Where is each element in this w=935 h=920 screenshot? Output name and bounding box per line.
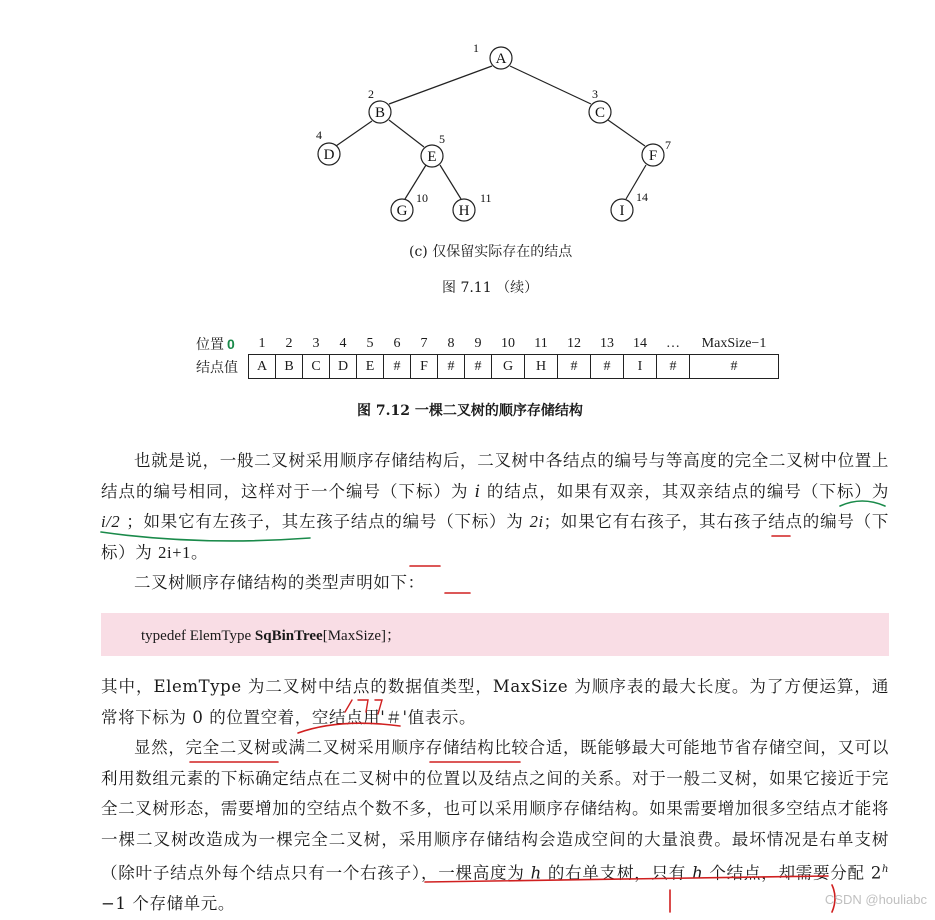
node-c-number: 3 (592, 87, 598, 101)
node-a-letter: A (495, 51, 507, 67)
var-i: i (474, 481, 481, 501)
edge-b-e (389, 120, 424, 147)
var-h-2: h (692, 863, 704, 883)
value-cell: # (690, 355, 779, 379)
value-cell: B (276, 355, 303, 379)
node-e-number: 5 (439, 132, 445, 146)
para1-text-e: 。 (190, 542, 209, 562)
value-cell: H (525, 355, 558, 379)
position-cell: … (666, 336, 680, 351)
expr-i-half: i/2 (101, 512, 121, 531)
code-block (101, 613, 889, 656)
para4-text-b: 的右单支树，只有 (541, 863, 693, 883)
node-i-letter: I (619, 203, 625, 219)
node-f-letter: F (648, 148, 658, 164)
tree-edges (336, 66, 646, 199)
para1-text-c: ；如果它有左孩子，其左孩子结点的编号（下标）为 (120, 512, 530, 531)
position-cell: 2 (285, 336, 293, 351)
position-cell: 11 (534, 336, 548, 351)
edge-e-h (440, 165, 461, 199)
para4-text-a: 显然，完全二叉树或满二叉树采用顺序存储结构比较合适，既能够最大可能地节省存储空间，又可以利用数组元素的下标确定结点在二叉树中的位置以及结点之间的关系。对于一般二叉树，如果它接近于完全二叉树形态，需要增加的空结点个数不多，也可以采用顺序存储结构。如果需要增加很多空结点才能将一棵二叉树改造成为一棵完全二叉树，采用顺序存储结构会造成空间的大量浪费。最坏情况是右单支树（除叶子结点外每个结点只有一个右孩子），一棵高度为 (101, 738, 889, 883)
node-g-letter: G (396, 203, 408, 219)
value-label: 结点值 (196, 359, 238, 376)
var-h: h (530, 863, 542, 883)
edge-a-c (510, 66, 591, 104)
tree-subcaption: (c) 仅保留实际存在的结点 (409, 244, 573, 260)
value-cell: # (465, 355, 492, 379)
edge-c-f (608, 120, 645, 146)
para1-text-a: 也就是说，一般二叉树采用顺序存储结构后，二叉树中各结点的编号与等高度的完全二叉树中位置上结点的编号相同，这样对于一个编号（下标）为 (101, 451, 889, 501)
position-cell: 4 (339, 336, 347, 351)
node-c-letter: C (594, 105, 606, 121)
expr-2i: 2i (529, 512, 544, 531)
value-cell: C (303, 355, 330, 379)
node-d-letter: D (323, 147, 335, 163)
position-cell: 14 (633, 336, 647, 351)
node-b-letter: B (374, 105, 386, 121)
value-cell: A (249, 355, 276, 379)
value-cell: # (558, 355, 591, 379)
expr-2i-plus-1: 2i+1 (158, 542, 191, 562)
code-suffix: [MaxSize]； (322, 628, 402, 644)
value-cell: E (357, 355, 384, 379)
position-cell: 1 (258, 336, 266, 351)
explanation-paragraph (101, 446, 889, 599)
position-row (196, 334, 779, 355)
node-e-letter: E (427, 149, 437, 165)
position-cell: 13 (600, 336, 614, 351)
discussion-paragraph (101, 672, 889, 920)
position-label (196, 334, 249, 355)
elemtype-paragraph: 其中，ElemType 为二叉树中结点的数据值类型，MaxSize 为顺序表的最大长度。为了方便运算，通常将下标为 0 的位置空着，空结点用'＃'值表示。 (101, 677, 889, 727)
para4-text-d: −1 个存储单元。 (101, 894, 235, 913)
position-cell: 10 (501, 336, 515, 351)
value-row (196, 355, 779, 379)
binary-tree-figure (0, 0, 935, 240)
position-cell: 8 (447, 336, 455, 351)
type-declaration-intro: 二叉树顺序存储结构的类型声明如下： (134, 573, 425, 592)
exponent-h: h (881, 864, 889, 875)
position-cell: MaxSize−1 (701, 336, 767, 351)
value-cell: # (591, 355, 624, 379)
sequential-storage-table (196, 334, 779, 379)
position-cell: 7 (420, 336, 428, 351)
edge-b-d (336, 121, 372, 146)
storage-suitability-paragraph (101, 733, 889, 920)
value-cell: # (657, 355, 690, 379)
position-label-text: 位置 (196, 337, 224, 354)
csdn-watermark: CSDN @houliabc (824, 892, 927, 907)
para4-text-c: 个结点，却需要分配 2 (703, 863, 882, 883)
value-cell: D (330, 355, 357, 379)
para1-text-d: ；如果它有右孩子，其右孩子结点的编号（下标）为 (101, 512, 889, 562)
node-h-letter: H (458, 203, 470, 219)
handwritten-zero: 0 (227, 336, 235, 353)
node-h-number: 11 (480, 191, 492, 205)
node-d-number: 4 (316, 128, 322, 142)
node-f-number: 7 (665, 138, 671, 152)
node-b-number: 2 (368, 87, 374, 101)
code-type-name: SqBinTree (254, 628, 323, 644)
position-cell: 12 (567, 336, 581, 351)
position-cell: 9 (474, 336, 482, 351)
parent-child-index-paragraph (101, 446, 889, 568)
code-prefix: typedef ElemType (141, 628, 255, 644)
position-cell: 3 (312, 336, 320, 351)
node-i-number: 14 (636, 190, 648, 204)
value-cell: # (438, 355, 465, 379)
edge-a-b (389, 66, 492, 104)
node-a-number: 1 (473, 41, 479, 55)
value-cell: F (411, 355, 438, 379)
node-g-number: 10 (416, 191, 428, 205)
position-cell: 5 (366, 336, 374, 351)
value-cell: # (384, 355, 411, 379)
value-cell: I (624, 355, 657, 379)
position-cell: 6 (393, 336, 401, 351)
para1-text-b: 的结点，如果有双亲，其双亲结点的编号（下标）为 (480, 481, 889, 501)
figure-7-11-caption: 图 7.11 （续） (442, 280, 539, 296)
value-cell: G (492, 355, 525, 379)
code-line (141, 624, 401, 645)
figure-7-12-caption: 图 7.12 一棵二叉树的顺序存储结构 (357, 403, 583, 419)
